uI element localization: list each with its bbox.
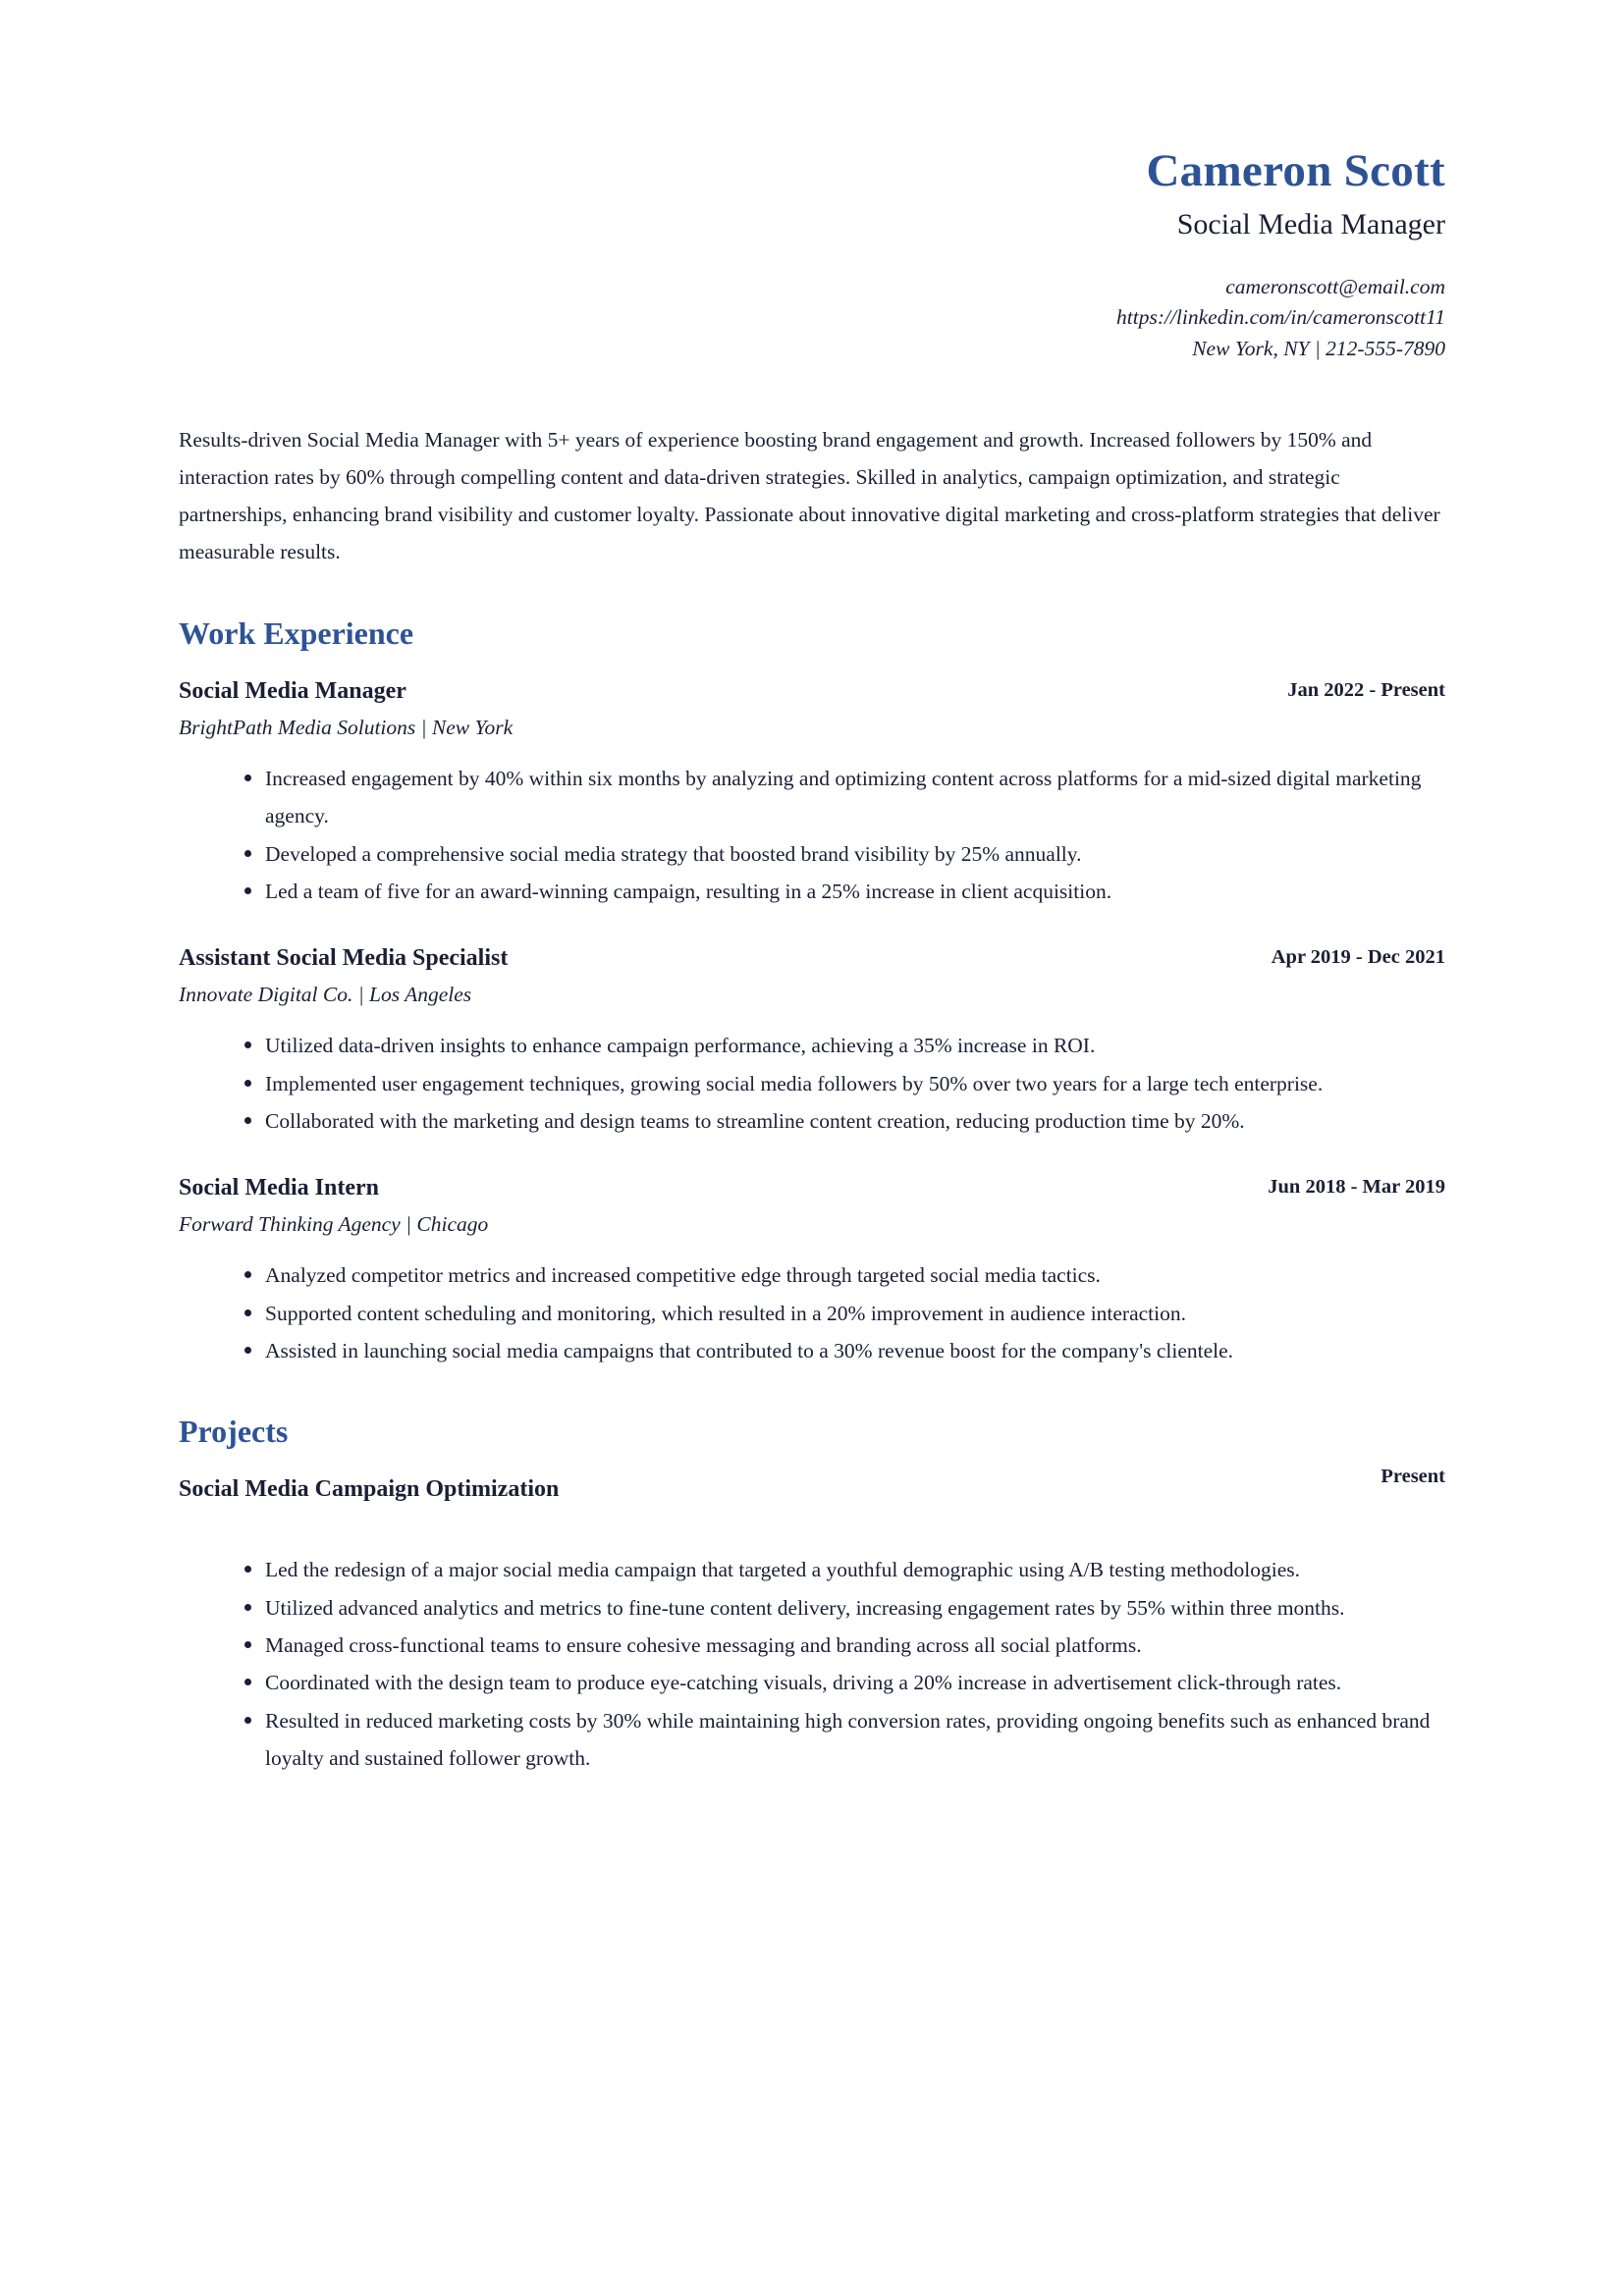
list-item: Supported content scheduling and monitoring, which resulted in a 20% improvement in audience interaction. xyxy=(244,1295,1445,1332)
project-entry-date: Present xyxy=(1380,1466,1445,1488)
candidate-name: Cameron Scott xyxy=(1146,145,1445,196)
project-entry-bullets xyxy=(179,1551,1445,1777)
section-heading-work-experience: Work Experience xyxy=(179,614,414,651)
work-entry-date: Jan 2022 - Present xyxy=(1287,678,1445,701)
contact-block xyxy=(179,272,1445,365)
list-item: Developed a comprehensive social media strategy that boosted brand visibility by 25% annually. xyxy=(244,835,1445,873)
work-entry-date: Apr 2019 - Dec 2021 xyxy=(1271,946,1445,969)
resume-header xyxy=(179,0,1445,365)
list-item: Collaborated with the marketing and design teams to streamline content creation, reducing production time by 20%. xyxy=(244,1102,1445,1140)
list-item: Utilized advanced analytics and metrics to fine-tune content delivery, increasing engagement rates by 55% within three months. xyxy=(244,1589,1445,1627)
work-entry xyxy=(179,943,1445,1140)
section-heading-projects: Projects xyxy=(179,1414,289,1450)
list-item: Assisted in launching social media campaigns that contributed to a 30% revenue boost for the company's clientele. xyxy=(244,1332,1445,1369)
contact-linkedin[interactable]: https://linkedin.com/in/cameronscott11 xyxy=(1116,305,1445,330)
section-work-experience xyxy=(179,616,1445,1370)
list-item: Resulted in reduced marketing costs by 30% while maintaining high conversion rates, providing ongoing benefits such as enhanced brand loyalty and sustained follower growth. xyxy=(244,1702,1445,1778)
list-item: Analyzed competitor metrics and increased competitive edge through targeted social media tactics. xyxy=(244,1256,1445,1294)
contact-email[interactable]: cameronscott@email.com xyxy=(1225,274,1445,298)
work-entry-date: Jun 2018 - Mar 2019 xyxy=(1268,1176,1445,1199)
list-item: Implemented user engagement techniques, growing social media followers by 50% over two years for a large tech enterprise. xyxy=(244,1065,1445,1102)
work-entry-subtitle: Innovate Digital Co. | Los Angeles xyxy=(179,983,472,1007)
project-entry-header xyxy=(179,1466,1445,1504)
list-item: Managed cross-functional teams to ensure cohesive messaging and branding across all social platforms. xyxy=(244,1627,1445,1664)
work-entry-subtitle: Forward Thinking Agency | Chicago xyxy=(179,1212,489,1237)
professional-summary: Results-driven Social Media Manager with 5+ years of experience boosting brand engagement and growth. Increased followers by 150% and interaction rates by 60% through compelling content and data-driven strategies. Skilled in analytics, campaign optimization, and strategic partnerships, enhancing brand visibility and customer loyalty. Passionate about innovative digital marketing and cross-platform strategies that deliver measurable results. xyxy=(179,427,1440,564)
list-item: Increased engagement by 40% within six months by analyzing and optimizing content across platforms for a mid-sized digital marketing agency. xyxy=(244,760,1445,835)
list-item: Utilized data-driven insights to enhance campaign performance, achieving a 35% increase in ROI. xyxy=(244,1027,1445,1064)
work-entry-subtitle: BrightPath Media Solutions | New York xyxy=(179,715,514,739)
work-entry-header xyxy=(179,676,1445,706)
work-entry-title: Assistant Social Media Specialist xyxy=(179,945,509,972)
list-item: Led a team of five for an award-winning campaign, resulting in a 25% increase in client acquisition. xyxy=(244,873,1445,910)
work-entry-header xyxy=(179,1173,1445,1202)
project-entry-title: Social Media Campaign Optimization xyxy=(179,1476,560,1503)
contact-location-phone: New York, NY | 212-555-7890 xyxy=(1192,337,1445,361)
list-item: Coordinated with the design team to produce eye-catching visuals, driving a 20% increase in advertisement click-through rates. xyxy=(244,1664,1445,1701)
work-entry-bullets xyxy=(179,760,1445,910)
work-entry-title: Social Media Manager xyxy=(179,677,406,704)
work-entry xyxy=(179,1173,1445,1369)
work-entry-bullets xyxy=(179,1027,1445,1140)
work-entry xyxy=(179,676,1445,910)
list-item: Led the redesign of a major social media campaign that targeted a youthful demographic using A/B testing methodologies. xyxy=(244,1551,1445,1588)
work-entry-title: Social Media Intern xyxy=(179,1175,379,1201)
project-entry xyxy=(179,1466,1445,1777)
work-entry-header xyxy=(179,943,1445,973)
section-projects xyxy=(179,1415,1445,1777)
work-entry-bullets xyxy=(179,1256,1445,1369)
candidate-job-title: Social Media Manager xyxy=(1176,208,1445,241)
